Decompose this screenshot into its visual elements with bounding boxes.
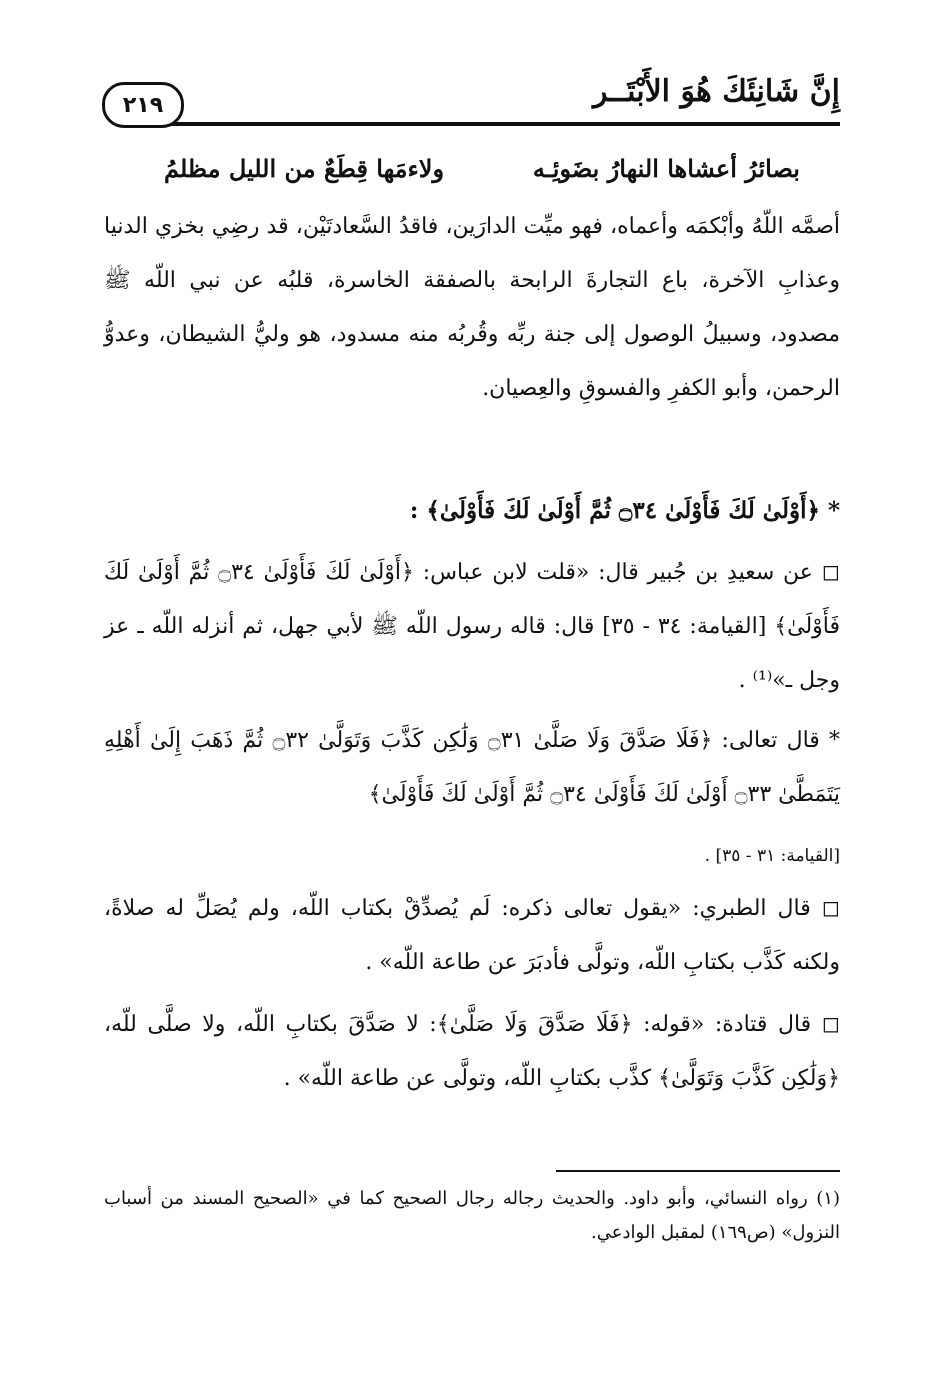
running-title: إِنَّ شَانِئَكَ هُوَ الأَبْتَــر bbox=[593, 74, 840, 109]
page-header bbox=[100, 70, 840, 140]
footnote-rule bbox=[556, 1170, 840, 1172]
tabari-paragraph: ◻ قال الطبري: «يقول تعالى ذكره: لَم يُصدِّقْ بكتاب اللّه، ولم يُصَلِّ له صلاةً، ولكنه كَذَّب بكتابِ اللّه، وتولَّى فأدبَرَ عن طاعة اللّه» . bbox=[104, 896, 840, 975]
verse-block: * قال تعالى: ﴿فَلَا صَدَّقَ وَلَا صَلَّىٰ ۝٣١ وَلَٰكِن كَذَّبَ وَتَوَلَّىٰ ۝٣٢ ثُمَّ ذَهَبَ إِلَىٰ أَهْلِهِ يَتَمَطَّىٰ ۝٣٣ أَوْلَىٰ لَكَ فَأَوْلَىٰ ۝٣٤ ثُمَّ أَوْلَىٰ لَكَ فَأَوْلَىٰ﴾ bbox=[104, 728, 840, 807]
verse-heading: * ﴿أَوْلَىٰ لَكَ فَأَوْلَىٰ ۝٣٤ ثُمَّ أَوْلَىٰ لَكَ فَأَوْلَىٰ﴾ : bbox=[409, 497, 840, 524]
paragraph-intro: أصمَّه اللّهُ وأبْكمَه وأعماه، فهو ميِّت الدارَين، فاقدُ السَّعادتَيْن، قد رضِي بخزي الدنيا وعذابِ الآخرة، باع التجارةَ الرابحة بالصفقة الخاسرة، قلبُه عن نبي اللّه ﷺ مصدود، وسبيلُ الوصول إلى جنة ربِّه وقُربُه منه مسدود، هو وليُّ الشيطان، وعدوُّ الرحمن، وأبو الكفرِ والفسوقِ والعِصيان. bbox=[104, 214, 840, 401]
header-rule bbox=[140, 122, 840, 126]
page-number: ٢١٩ bbox=[102, 82, 184, 128]
poem-verse bbox=[104, 146, 840, 196]
verse-reference: [القيامة: ٣١ - ٣٥] . bbox=[704, 846, 840, 866]
poem-hemistich-left: ولاءمَها قِطَعٌ من الليل مظلمُ bbox=[164, 154, 445, 183]
qatada-paragraph: ◻ قال قتادة: «قوله: ﴿فَلَا صَدَّقَ وَلَا صَلَّىٰ﴾: لا صَدَّقَ بكتابِ اللّه، ولا صلَّى للّه، ﴿وَلَٰكِن كَذَّبَ وَتَوَلَّىٰ﴾ كذَّب بكتابِ اللّه، وتولَّى عن طاعة اللّه» . bbox=[104, 1012, 840, 1091]
hadith-paragraph: ◻ عن سعيدِ بن جُبير قال: «قلت لابن عباس: ﴿أَوْلَىٰ لَكَ فَأَوْلَىٰ ۝٣٤ ثُمَّ أَوْلَىٰ لَكَ فَأَوْلَىٰ﴾ [القيامة: ٣٤ - ٣٥] قال: قاله رسول اللّه ﷺ لأبي جهل، ثم أنزله اللّه ـ عز وجل ـ»⁽¹⁾ . bbox=[104, 560, 841, 693]
poem-hemistich-right: بصائرُ أعشاها النهارُ بضَوئِـه bbox=[532, 154, 800, 183]
footnote: (١) رواه النسائي، وأبو داود. والحديث رجاله رجال الصحيح كما في «الصحيح المسند من أسباب النزول» (ص١٦٩) لمقبل الوادعي. bbox=[104, 1188, 840, 1243]
